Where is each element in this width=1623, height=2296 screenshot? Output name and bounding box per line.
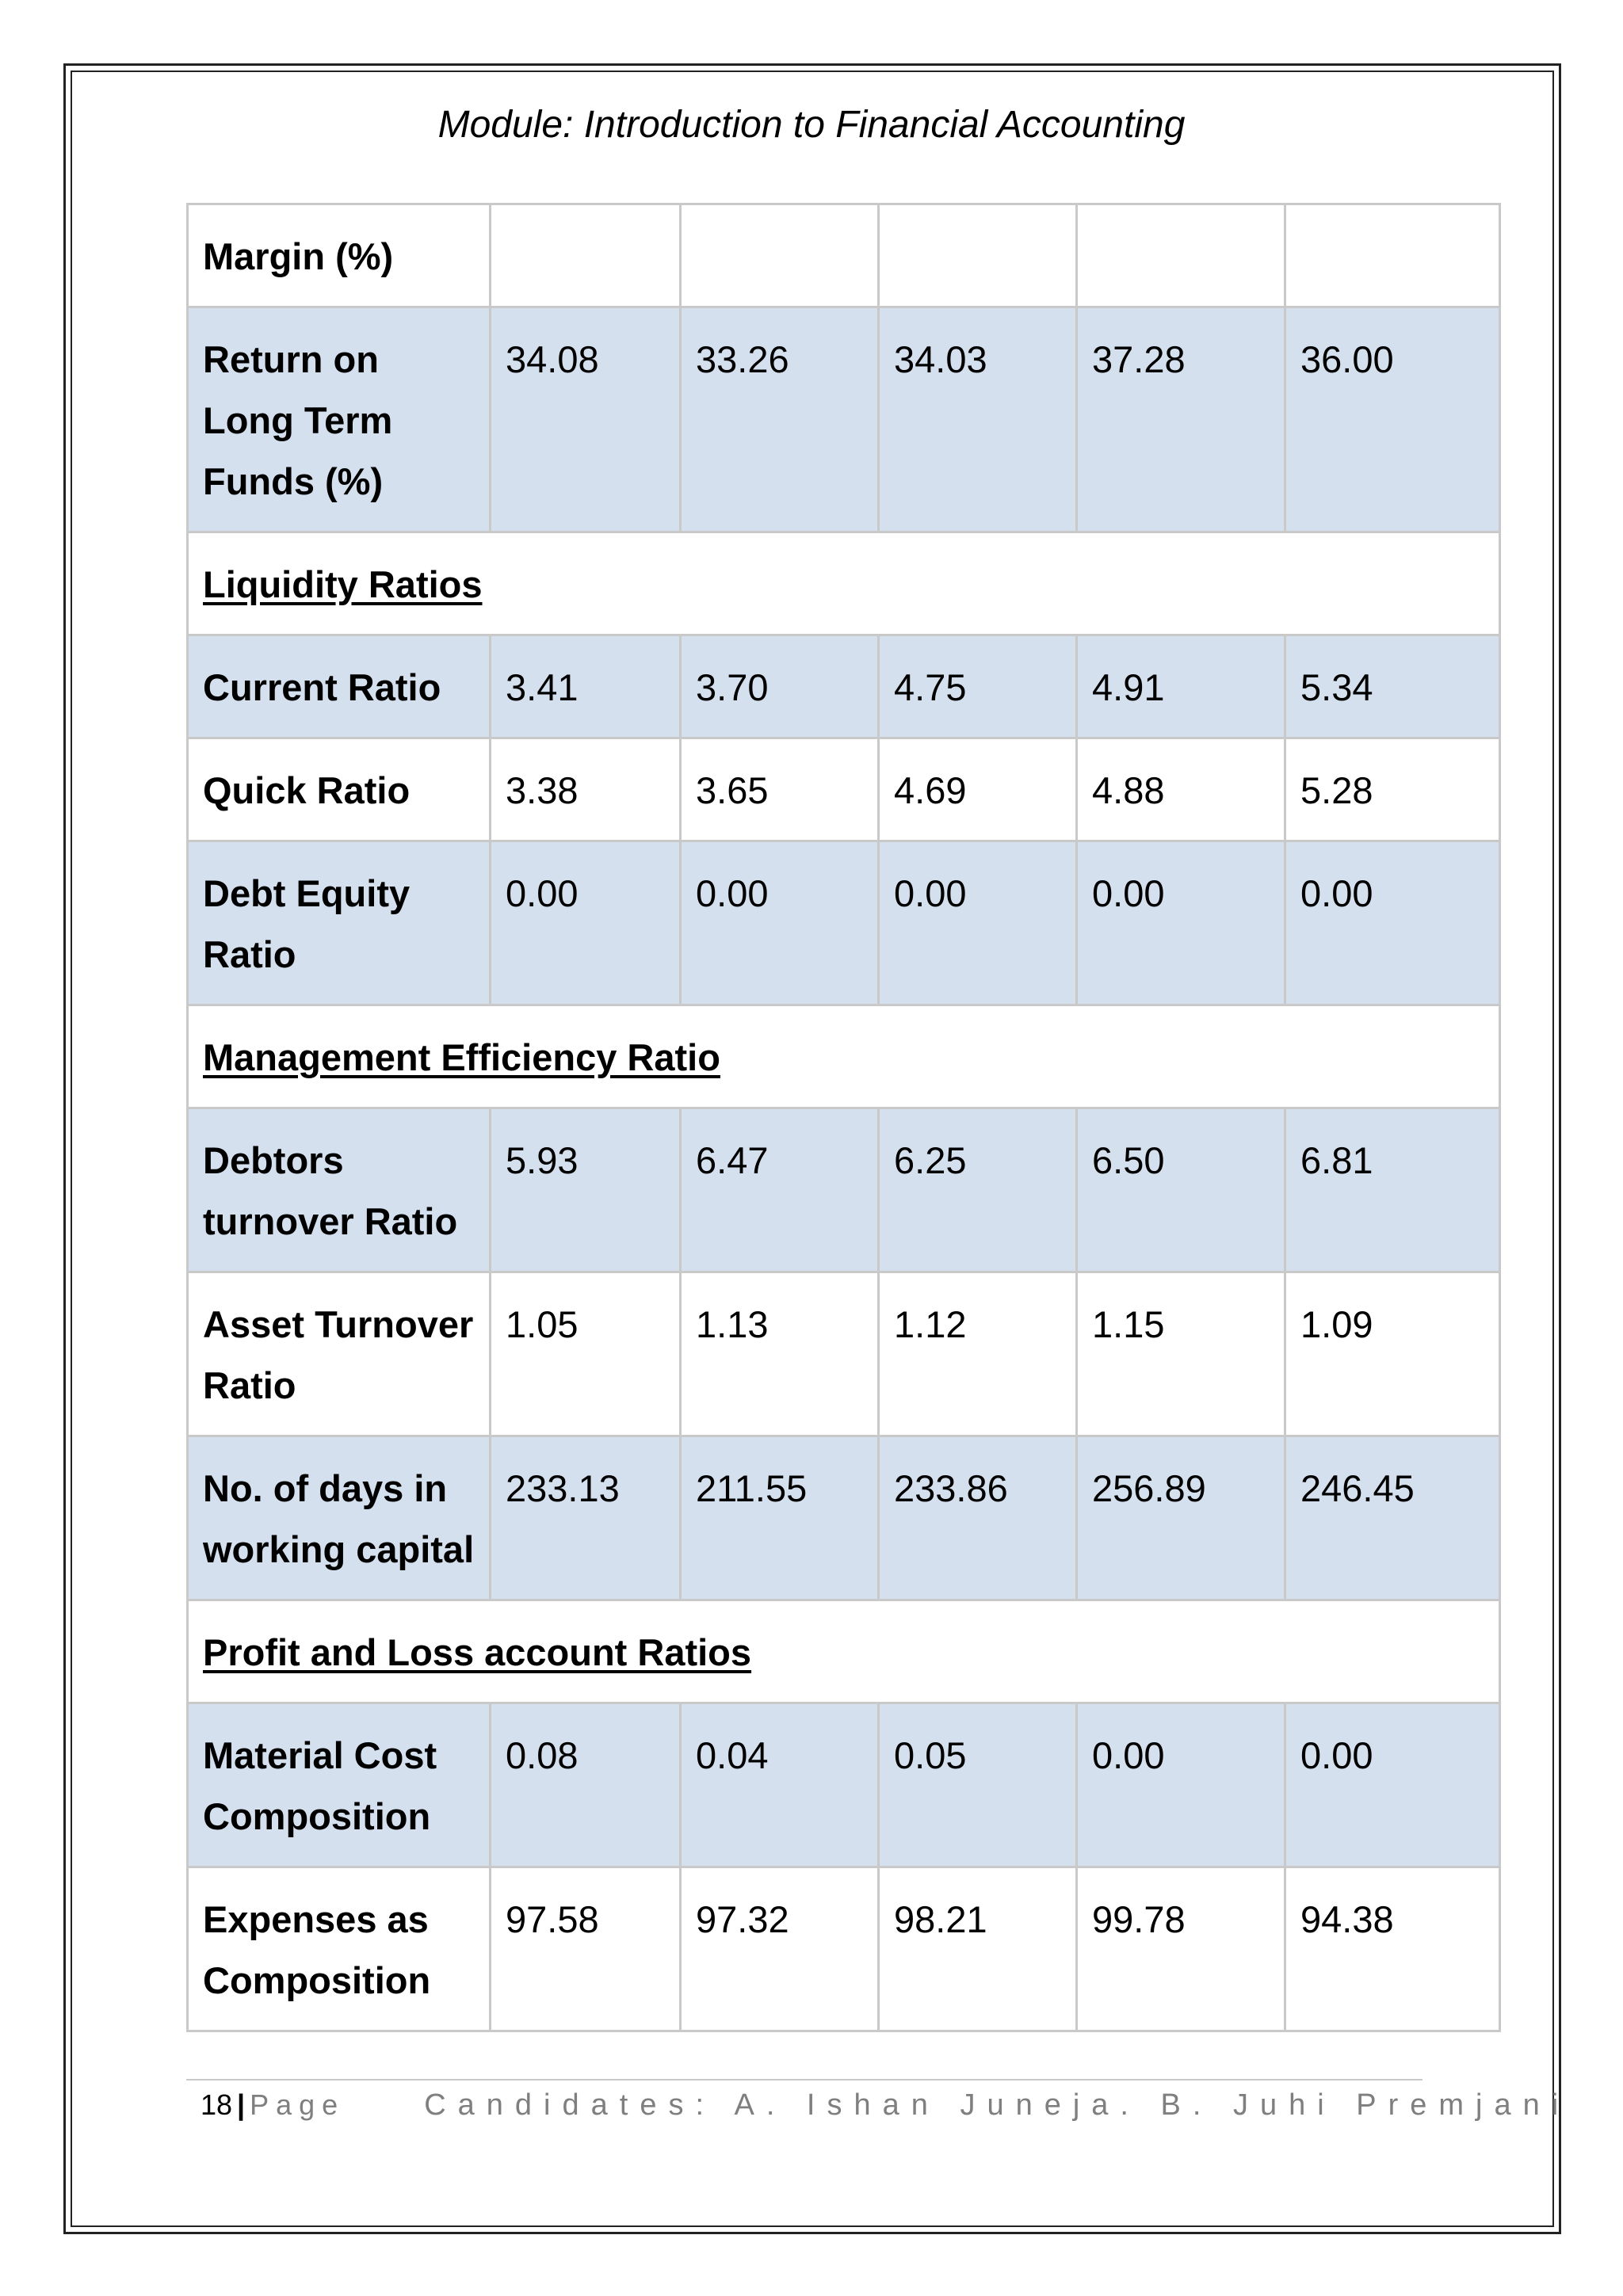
row-label: Current Ratio <box>188 635 491 738</box>
table-row <box>188 1703 1500 1867</box>
section-header-row <box>188 532 1500 635</box>
value-cell: 1.09 <box>1285 1272 1500 1436</box>
row-label: Debtors turnover Ratio <box>188 1108 491 1272</box>
footer-separator: | <box>237 2088 246 2121</box>
value-cell: 33.26 <box>681 307 879 532</box>
value-cell: 0.00 <box>1077 841 1285 1005</box>
table-row <box>188 1272 1500 1436</box>
value-cell <box>879 204 1077 307</box>
table-row <box>188 204 1500 307</box>
row-label: Asset Turnover Ratio <box>188 1272 491 1436</box>
value-cell: 3.70 <box>681 635 879 738</box>
value-cell: 0.00 <box>491 841 681 1005</box>
value-cell: 3.65 <box>681 738 879 841</box>
value-cell: 256.89 <box>1077 1436 1285 1600</box>
value-cell: 34.03 <box>879 307 1077 532</box>
value-cell: 5.93 <box>491 1108 681 1272</box>
value-cell: 5.34 <box>1285 635 1500 738</box>
value-cell: 37.28 <box>1077 307 1285 532</box>
value-cell <box>491 204 681 307</box>
row-label: Margin (%) <box>188 204 491 307</box>
section-header-row <box>188 1005 1500 1108</box>
candidates-line: Candidates: A. Ishan Juneja. B. Juhi Premjani <box>424 2088 1571 2122</box>
value-cell: 98.21 <box>879 1867 1077 2031</box>
value-cell: 1.05 <box>491 1272 681 1436</box>
value-cell: 4.91 <box>1077 635 1285 738</box>
ratios-table <box>186 203 1501 2032</box>
table-row <box>188 307 1500 532</box>
value-cell <box>1285 204 1500 307</box>
value-cell: 4.88 <box>1077 738 1285 841</box>
value-cell: 6.47 <box>681 1108 879 1272</box>
value-cell: 211.55 <box>681 1436 879 1600</box>
section-title: Management Efficiency Ratio <box>188 1005 1500 1108</box>
row-label: Quick Ratio <box>188 738 491 841</box>
table-row <box>188 1867 1500 2031</box>
value-cell: 36.00 <box>1285 307 1500 532</box>
value-cell: 34.08 <box>491 307 681 532</box>
value-cell: 3.41 <box>491 635 681 738</box>
row-label: Expenses as Composition <box>188 1867 491 2031</box>
value-cell: 3.38 <box>491 738 681 841</box>
table-row <box>188 738 1500 841</box>
row-label: Material Cost Composition <box>188 1703 491 1867</box>
value-cell: 97.58 <box>491 1867 681 2031</box>
value-cell <box>1077 204 1285 307</box>
value-cell: 1.12 <box>879 1272 1077 1436</box>
value-cell: 94.38 <box>1285 1867 1500 2031</box>
page-footer <box>200 2088 1570 2122</box>
value-cell: 6.81 <box>1285 1108 1500 1272</box>
value-cell: 0.00 <box>879 841 1077 1005</box>
ratios-table-body <box>188 204 1500 2031</box>
value-cell: 1.15 <box>1077 1272 1285 1436</box>
section-header-row <box>188 1600 1500 1703</box>
value-cell: 233.13 <box>491 1436 681 1600</box>
value-cell: 4.69 <box>879 738 1077 841</box>
value-cell: 97.32 <box>681 1867 879 2031</box>
value-cell <box>681 204 879 307</box>
value-cell: 0.08 <box>491 1703 681 1867</box>
value-cell: 6.25 <box>879 1108 1077 1272</box>
table-row <box>188 635 1500 738</box>
module-title: Module: Introduction to Financial Accounting <box>437 104 1186 146</box>
value-cell: 5.28 <box>1285 738 1500 841</box>
row-label: Return on Long Term Funds (%) <box>188 307 491 532</box>
table-row <box>188 841 1500 1005</box>
value-cell: 233.86 <box>879 1436 1077 1600</box>
value-cell: 1.13 <box>681 1272 879 1436</box>
ratios-table-container <box>186 203 1499 2032</box>
value-cell: 99.78 <box>1077 1867 1285 2031</box>
value-cell: 6.50 <box>1077 1108 1285 1272</box>
value-cell: 0.00 <box>1285 1703 1500 1867</box>
value-cell: 0.00 <box>1077 1703 1285 1867</box>
value-cell: 246.45 <box>1285 1436 1500 1600</box>
row-label: Debt Equity Ratio <box>188 841 491 1005</box>
section-title: Profit and Loss account Ratios <box>188 1600 1500 1703</box>
value-cell: 0.00 <box>681 841 879 1005</box>
value-cell: 0.05 <box>879 1703 1077 1867</box>
table-row <box>188 1436 1500 1600</box>
value-cell: 0.00 <box>1285 841 1500 1005</box>
page-label: Page <box>250 2088 346 2121</box>
value-cell: 0.04 <box>681 1703 879 1867</box>
footer-divider <box>186 2079 1423 2081</box>
value-cell: 4.75 <box>879 635 1077 738</box>
page-number: 18 <box>200 2088 233 2121</box>
row-label: No. of days in working capital <box>188 1436 491 1600</box>
table-row <box>188 1108 1500 1272</box>
section-title: Liquidity Ratios <box>188 532 1500 635</box>
